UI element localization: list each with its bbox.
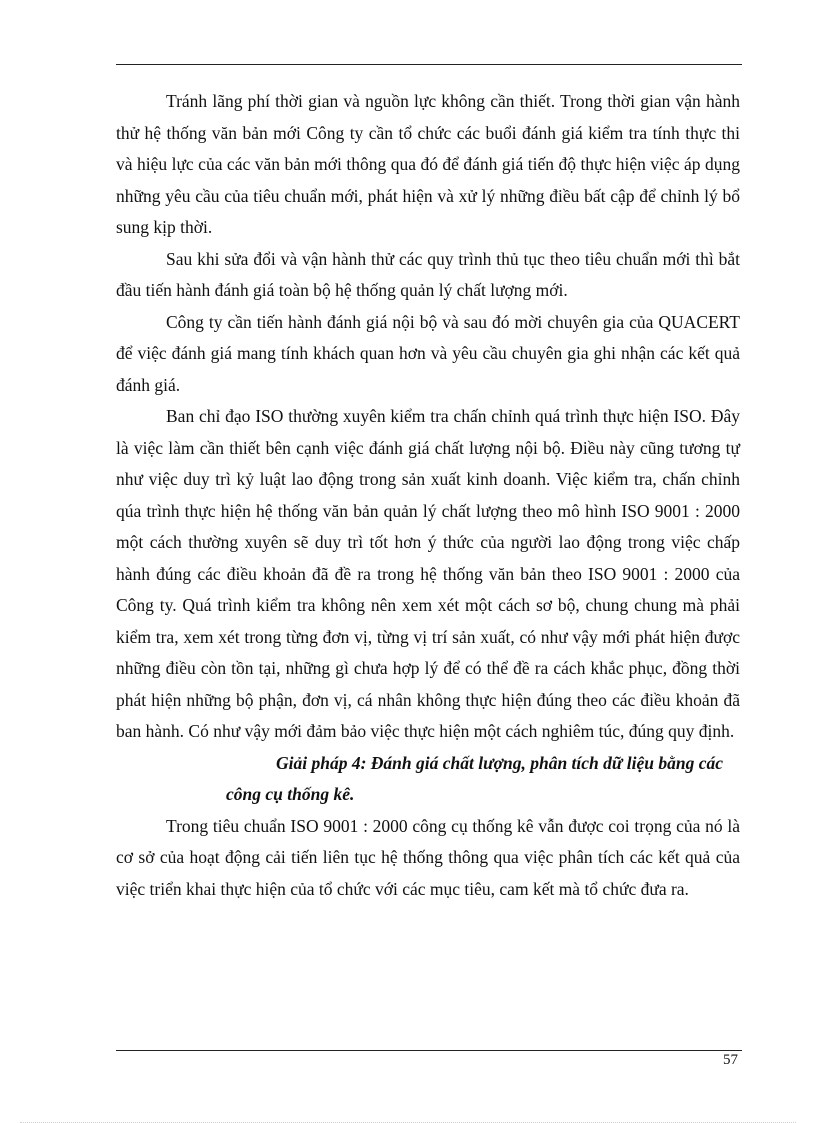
body-paragraph: Tránh lãng phí thời gian và nguồn lực không cần thiết. Trong thời gian vận hành thử hệ thống văn bản mới Công ty cần tổ chức các buổi đánh giá kiểm tra tính thực thi và hiệu lực của các văn bản mới thông qua đó để đánh giá tiến độ thực hiện việc áp dụng những yêu cầu của tiêu chuẩn mới, phát hiện và xử lý những điều bất cập để chỉnh lý bổ sung kịp thời. — [116, 91, 740, 237]
body-paragraph: Trong tiêu chuẩn ISO 9001 : 2000 công cụ thống kê vẫn được coi trọng của nó là cơ sở của hoạt động cải tiến liên tục hệ thống thông qua việc phân tích các kết quả của việc triển khai thực hiện của tổ chức với các mục tiêu, cam kết mà tổ chức đưa ra. — [116, 815, 740, 899]
body-paragraph: Sau khi sửa đổi và vận hành thử các quy trình thủ tục theo tiêu chuẩn mới thì bắt đầu tiến hành đánh giá toàn bộ hệ thống quản lý chất lượng mới. — [116, 248, 740, 300]
page-number: 57 — [723, 1052, 738, 1068]
footer-rule — [116, 1050, 742, 1051]
header-rule — [116, 64, 742, 65]
body-paragraph: Ban chỉ đạo ISO thường xuyên kiểm tra chấn chỉnh quá trình thực hiện ISO. Đây là việc làm cần thiết bên cạnh việc đánh giá chất lượng nội bộ. Điều này cũng tương tự như việc duy trì kỷ luật lao động trong sản xuất kinh doanh. Việc kiểm tra, chấn chỉnh qúa trình thực hiện hệ thống văn bản quản lý chất lượng theo mô hình ISO 9001 : 2000 một cách thường xuyên sẽ duy trì tốt hơn ý thức của người lao động trong việc chấp hành đúng các điều khoản đã đề ra trong hệ thống văn bản theo ISO 9001 : 2000 của Công ty. Quá trình kiểm tra không nên xem xét một cách sơ bộ, chung chung mà phải kiểm tra, xem xét trong từng đơn vị, từng vị trí sản xuất, có như vậy mới phát hiện được những điều còn tồn tại, những gì chưa hợp lý để có thể đề ra cách khắc phục, đồng thời phát hiện những bộ phận, đơn vị, cá nhân không thực hiện đúng theo các điều khoản đã ban hành. Có như vậy mới đảm bảo việc thực hiện một cách nghiêm túc, đúng quy định. — [116, 406, 740, 741]
body-paragraph: Công ty cần tiến hành đánh giá nội bộ và sau đó mời chuyên gia của QUACERT để việc đánh giá mang tính khách quan hơn và yêu cầu chuyên gia ghi nhận các kết quả đánh giá. — [116, 311, 740, 395]
page-body — [116, 86, 740, 905]
section-heading: Giải pháp 4: Đánh giá chất lượng, phân tích dữ liệu bằng các công cụ thống kê. — [226, 752, 724, 804]
